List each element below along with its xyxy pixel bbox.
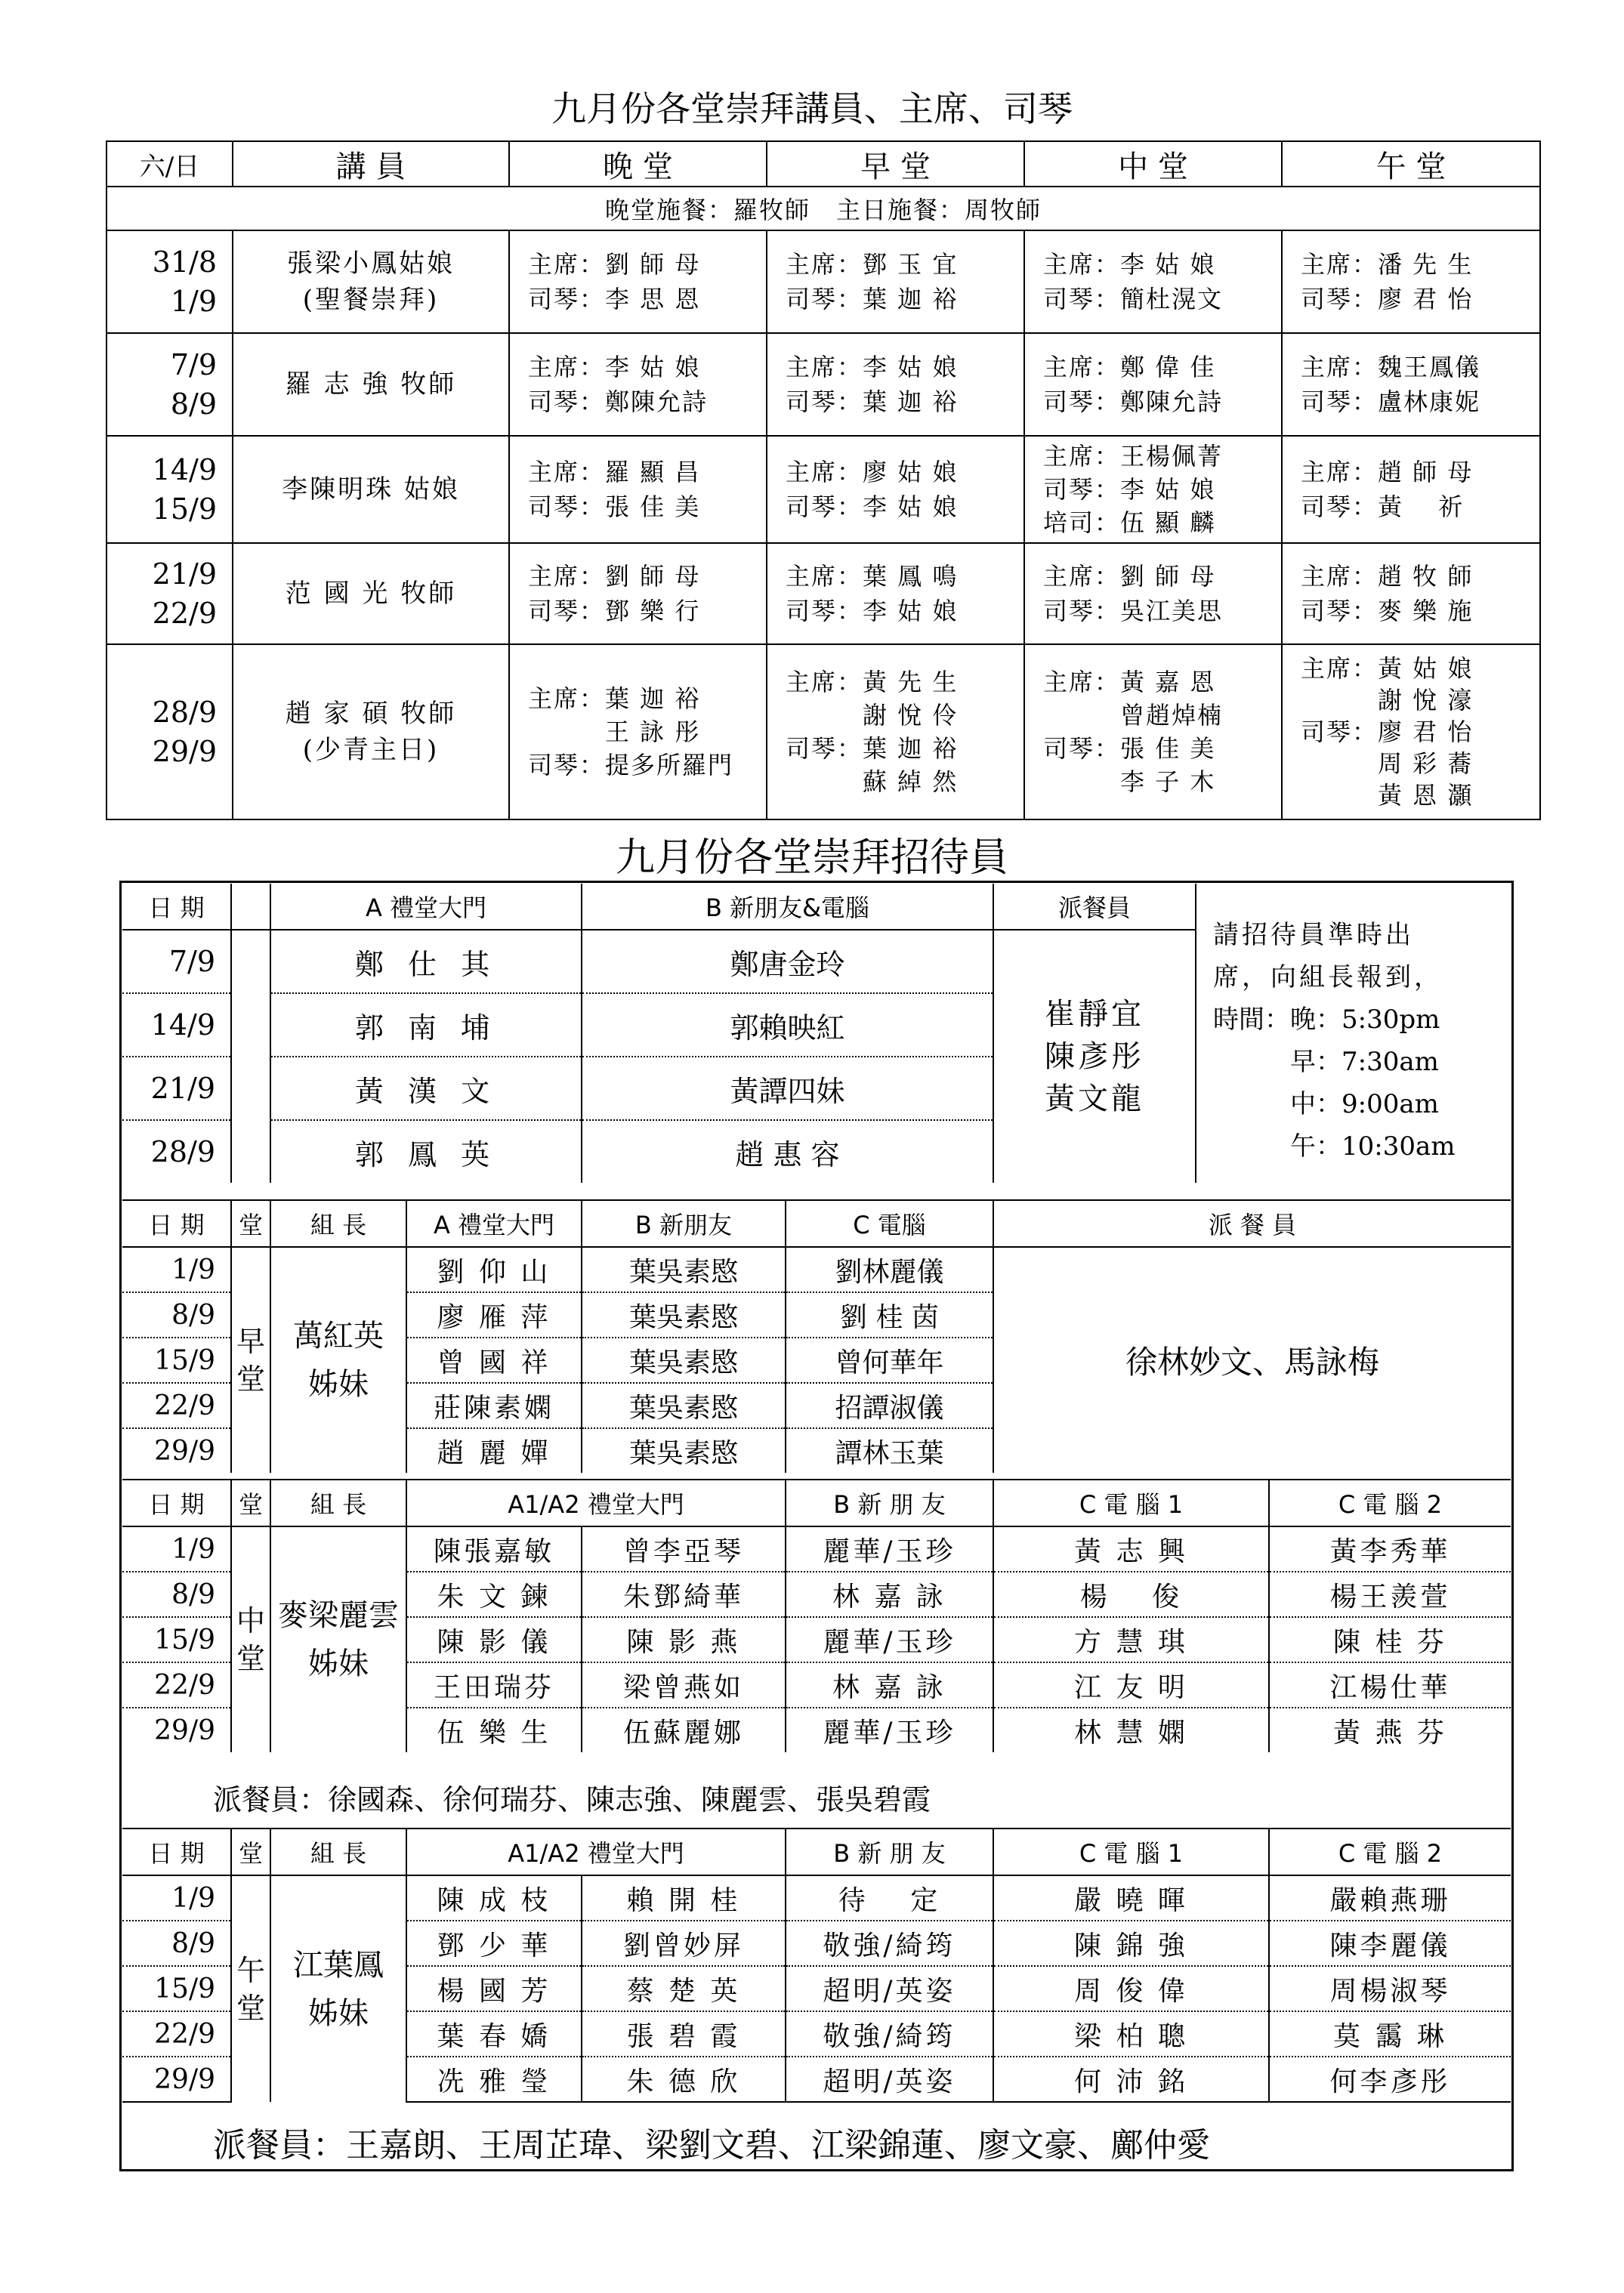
usher-date: 8/9 [122, 1292, 231, 1338]
hall-label: 中堂 [231, 1526, 270, 1752]
newcomer-usher: 林 嘉 詠 [786, 1572, 993, 1617]
usher-date: 29/9 [122, 1428, 231, 1473]
mid-assignment: 主席：劉 師 母 司琴：吳江美思 [1024, 543, 1282, 644]
service-date: 14/9 15/9 [107, 436, 233, 543]
table-row [122, 1247, 1511, 1292]
group-leader: 麥梁麗雲 姊妹 [270, 1526, 406, 1752]
meal-server: 崔靜宜 [1045, 997, 1144, 1032]
early-assignment: 主席：葉 鳳 鳴 司琴：李 姑 娘 [767, 543, 1024, 644]
header-computer-2: C 電 腦 2 [1269, 1480, 1511, 1526]
noon-ushers-table [122, 1828, 1511, 2103]
usher-date: 1/9 [122, 1875, 231, 1921]
newcomer-usher: 麗華/玉珍 [786, 1526, 993, 1572]
computer-usher-1: 陳 錦 強 [993, 1921, 1269, 1966]
noon-assignment: 主席：趙 師 母 司琴：黃 祈 [1282, 436, 1540, 543]
early-ushers-header [122, 1200, 1511, 1247]
meal-server: 陳彥彤 [1045, 1039, 1144, 1074]
main-door-usher: 曾 國 祥 [406, 1338, 582, 1383]
main-door-usher-1: 陳張嘉敏 [406, 1526, 582, 1572]
hall-label: 早堂 [231, 1247, 270, 1473]
table-row [107, 230, 1540, 333]
main-door-usher-2: 蔡 楚 英 [582, 1966, 786, 2011]
service-date: 7/9 8/9 [107, 333, 233, 436]
speaker-name: 范 國 光 牧師 [233, 543, 509, 644]
notice-line: 席，向組長報到， [1213, 962, 1443, 992]
main-door-usher-1: 鄧 少 華 [406, 1921, 582, 1966]
newcomer-usher: 超明/英姿 [786, 1966, 993, 2011]
notice-line: 午：10:30am [1213, 1131, 1456, 1162]
main-door-usher-1: 葉 春 嬌 [406, 2011, 582, 2057]
noon-meal-servers: 派餐員：王嘉朗、王周芷瑋、梁劉文碧、江梁錦蓮、廖文豪、鄺仲愛 [213, 2126, 1210, 2165]
computer-usher: 曾何華年 [786, 1338, 993, 1383]
usher-date: 21/9 [122, 1057, 231, 1120]
main-door-usher: 鄭 仕 其 [270, 930, 582, 993]
header-leader: 組 長 [270, 1480, 406, 1526]
early-ushers-table [122, 1199, 1511, 1473]
main-door-usher-2: 張 碧 霞 [582, 2011, 786, 2057]
header-newcomer: B 新 朋 友 [786, 1829, 993, 1875]
main-door-usher-2: 陳 影 燕 [582, 1617, 786, 1662]
communion-note: 晚堂施餐：羅牧師 主日施餐：周牧師 [107, 187, 1540, 230]
early-assignment: 主席：廖 姑 娘 司琴：李 姑 娘 [767, 436, 1024, 543]
header-computer: C 電腦 [786, 1200, 993, 1247]
main-door-usher-2: 朱 德 欣 [582, 2057, 786, 2102]
main-door-usher-2: 曾李亞琴 [582, 1526, 786, 1572]
noon-assignment: 主席：趙 牧 師 司琴：麥 樂 施 [1282, 543, 1540, 644]
computer-usher-2: 江楊仕華 [1269, 1662, 1511, 1708]
newcomer-usher: 麗華/玉珍 [786, 1617, 993, 1662]
main-door-usher-1: 陳 影 儀 [406, 1617, 582, 1662]
newcomer-usher: 麗華/玉珍 [786, 1708, 993, 1752]
computer-usher-2: 嚴賴燕珊 [1269, 1875, 1511, 1921]
usher-date: 1/9 [122, 1247, 231, 1292]
main-door-usher-1: 伍 樂 生 [406, 1708, 582, 1752]
group-leader: 江葉鳳 姊妹 [270, 1875, 406, 2102]
usher-date: 22/9 [122, 1662, 231, 1708]
computer-usher-1: 梁 柏 聰 [993, 2011, 1269, 2057]
mid-ushers-table [122, 1479, 1511, 1752]
notice-line: 請招待員準時出 [1213, 920, 1414, 950]
newcomer-usher: 趙 惠 容 [582, 1120, 993, 1183]
computer-usher-1: 林 慧 嫻 [993, 1708, 1269, 1752]
computer-usher-1: 嚴 曉 暉 [993, 1875, 1269, 1921]
evening-ushers-table [122, 884, 1511, 1183]
group-leader: 萬紅英 姊妹 [270, 1247, 406, 1473]
noon-assignment: 主席：黃 姑 娘 謝 悅 濠 司琴：廖 君 怡 周 彩 蕎 黃 恩 灝 [1282, 644, 1540, 819]
usher-date: 15/9 [122, 1966, 231, 2011]
speaker-name: 李陳明珠 姑娘 [233, 436, 509, 543]
mid-assignment: 主席：黃 嘉 恩 曾趙焯楠 司琴：張 佳 美 李 子 木 [1024, 644, 1282, 819]
evening-assignment: 主席：李 姑 娘 司琴：鄭陳允詩 [509, 333, 767, 436]
mid-assignment: 主席：王楊佩菁 司琴：李 姑 娘 培司：伍 顯 麟 [1024, 436, 1282, 543]
speaker-name: 羅 志 強 牧師 [233, 333, 509, 436]
header-leader: 組 長 [270, 1200, 406, 1247]
computer-usher: 劉林麗儀 [786, 1247, 993, 1292]
main-door-usher-2: 梁曾燕如 [582, 1662, 786, 1708]
roster-title: 九月份各堂崇拜講員、主席、司琴 [551, 88, 1073, 129]
computer-usher: 招譚淑儀 [786, 1383, 993, 1428]
noon-assignment: 主席：潘 先 生 司琴：廖 君 怡 [1282, 230, 1540, 333]
header-hall: 堂 [231, 1200, 270, 1247]
roster-header-mid: 中 堂 [1024, 141, 1282, 187]
header-newcomer-computer: B 新朋友&電腦 [582, 884, 993, 930]
main-door-usher: 黃 漢 文 [270, 1057, 582, 1120]
main-door-usher-2: 賴 開 桂 [582, 1875, 786, 1921]
roster-header-row [107, 141, 1540, 187]
evening-assignment: 主席：羅 顯 昌 司琴：張 佳 美 [509, 436, 767, 543]
roster-header-evening: 晚 堂 [509, 141, 767, 187]
ushers-title: 九月份各堂崇拜招待員 [615, 835, 1008, 881]
header-main-door: A1/A2 禮堂大門 [406, 1480, 786, 1526]
noon-assignment: 主席：魏王鳳儀 司琴：盧林康妮 [1282, 333, 1540, 436]
usher-date: 22/9 [122, 1383, 231, 1428]
service-date: 28/9 29/9 [107, 644, 233, 819]
main-door-usher-1: 朱 文 鍊 [406, 1572, 582, 1617]
usher-date: 14/9 [122, 993, 231, 1057]
header-meal-servers: 派餐員 [993, 884, 1196, 930]
header-date: 日 期 [122, 1200, 231, 1247]
main-door-usher-2: 朱鄧綺華 [582, 1572, 786, 1617]
evening-assignment: 主席：葉 迦 裕 王 詠 彤 司琴：提多所羅門 [509, 644, 767, 819]
table-row [107, 333, 1540, 436]
computer-usher-1: 楊 俊 [993, 1572, 1269, 1617]
early-assignment: 主席：黃 先 生 謝 悅 伶 司琴：葉 迦 裕 蘇 綽 然 [767, 644, 1024, 819]
newcomer-usher: 葉吳素愍 [582, 1428, 786, 1473]
newcomer-usher: 黃譚四妹 [582, 1057, 993, 1120]
mid-meal-servers: 派餐員：徐國森、徐何瑞芬、陳志強、陳麗雲、張吳碧霞 [213, 1783, 931, 1816]
newcomer-usher: 郭賴映紅 [582, 993, 993, 1057]
newcomer-usher: 林 嘉 詠 [786, 1662, 993, 1708]
header-computer-1: C 電 腦 1 [993, 1480, 1269, 1526]
computer-usher-1: 江 友 明 [993, 1662, 1269, 1708]
main-door-usher-1: 楊 國 芳 [406, 1966, 582, 2011]
computer-usher-2: 周楊淑琴 [1269, 1966, 1511, 2011]
newcomer-usher: 葉吳素愍 [582, 1247, 786, 1292]
header-date: 日 期 [122, 1480, 231, 1526]
computer-usher: 劉 桂 茵 [786, 1292, 993, 1338]
newcomer-usher: 鄭唐金玲 [582, 930, 993, 993]
mid-assignment: 主席：鄭 偉 佳 司琴：鄭陳允詩 [1024, 333, 1282, 436]
main-door-usher: 趙 麗 嬋 [406, 1428, 582, 1473]
evening-ushers-header [122, 884, 1511, 930]
newcomer-usher: 待 定 [786, 1875, 993, 1921]
computer-usher: 譚林玉葉 [786, 1428, 993, 1473]
table-row [122, 1875, 1511, 1921]
header-date: 日 期 [122, 884, 231, 930]
usher-date: 29/9 [122, 2057, 231, 2102]
header-hall: 堂 [231, 1480, 270, 1526]
notice-line: 時間：晚：5:30pm [1213, 1005, 1440, 1035]
roster-header-noon: 午 堂 [1282, 141, 1540, 187]
main-door-usher: 郭 南 埔 [270, 993, 582, 1057]
roster-header-speaker: 講 員 [233, 141, 509, 187]
notice-line: 早：7:30am [1213, 1047, 1439, 1077]
speaker-name: 趙 家 碩 牧師 (少青主日) [233, 644, 509, 819]
header-computer-1: C 電 腦 1 [993, 1829, 1269, 1875]
header-leader: 組 長 [270, 1829, 406, 1875]
usher-date: 28/9 [122, 1120, 231, 1183]
mid-assignment: 主席：李 姑 娘 司琴：簡杜滉文 [1024, 230, 1282, 333]
usher-date: 22/9 [122, 2011, 231, 2057]
speaker-name: 張梁小鳳姑娘 (聖餐崇拜) [233, 230, 509, 333]
usher-date: 7/9 [122, 930, 231, 993]
computer-usher-2: 楊王羨萱 [1269, 1572, 1511, 1617]
service-date: 21/9 22/9 [107, 543, 233, 644]
main-door-usher: 劉 仰 山 [406, 1247, 582, 1292]
early-assignment: 主席：李 姑 娘 司琴：葉 迦 裕 [767, 333, 1024, 436]
newcomer-usher: 敬強/綺筠 [786, 1921, 993, 1966]
main-door-usher: 廖 雁 萍 [406, 1292, 582, 1338]
header-main-door: A 禮堂大門 [270, 884, 582, 930]
table-row [107, 436, 1540, 543]
header-computer-2: C 電 腦 2 [1269, 1829, 1511, 1875]
usher-date: 29/9 [122, 1708, 231, 1752]
reporting-notice [1196, 884, 1511, 1183]
computer-usher-2: 黃李秀華 [1269, 1526, 1511, 1572]
main-door-usher-2: 伍蘇麗娜 [582, 1708, 786, 1752]
computer-usher-2: 何李彥彤 [1269, 2057, 1511, 2102]
main-door-usher-1: 陳 成 枝 [406, 1875, 582, 1921]
computer-usher-2: 陳 桂 芬 [1269, 1617, 1511, 1662]
usher-date: 15/9 [122, 1338, 231, 1383]
usher-date: 8/9 [122, 1921, 231, 1966]
newcomer-usher: 葉吳素愍 [582, 1338, 786, 1383]
hall-label: 午堂 [231, 1875, 270, 2102]
roster-header-date: 六/日 [107, 141, 233, 187]
usher-date: 1/9 [122, 1526, 231, 1572]
header-newcomer: B 新朋友 [582, 1200, 786, 1247]
main-door-usher-1: 冼 雅 瑩 [406, 2057, 582, 2102]
header-newcomer: B 新 朋 友 [786, 1480, 993, 1526]
newcomer-usher: 超明/英姿 [786, 2057, 993, 2102]
table-row [107, 644, 1540, 819]
header-main-door: A 禮堂大門 [406, 1200, 582, 1247]
noon-ushers-header [122, 1829, 1511, 1875]
computer-usher-2: 莫 靄 琳 [1269, 2011, 1511, 2057]
service-date: 31/8 1/9 [107, 230, 233, 333]
main-door-usher-1: 王田瑞芬 [406, 1662, 582, 1708]
computer-usher-1: 周 俊 偉 [993, 1966, 1269, 2011]
table-row [107, 543, 1540, 644]
roster-header-early: 早 堂 [767, 141, 1024, 187]
header-meal-servers: 派 餐 員 [993, 1200, 1511, 1247]
evening-assignment: 主席：劉 師 母 司琴：李 思 恩 [509, 230, 767, 333]
main-door-usher: 莊陳素嫻 [406, 1383, 582, 1428]
mid-ushers-header [122, 1480, 1511, 1526]
newcomer-usher: 葉吳素愍 [582, 1383, 786, 1428]
evening-meal-servers [993, 930, 1196, 1183]
evening-assignment: 主席：劉 師 母 司琴：鄧 樂 行 [509, 543, 767, 644]
main-door-usher: 郭 鳳 英 [270, 1120, 582, 1183]
usher-date: 15/9 [122, 1617, 231, 1662]
notice-line: 中：9:00am [1213, 1089, 1439, 1119]
main-door-usher-2: 劉曾妙屏 [582, 1921, 786, 1966]
early-assignment: 主席：鄧 玉 宜 司琴：葉 迦 裕 [767, 230, 1024, 333]
computer-usher-1: 何 沛 銘 [993, 2057, 1269, 2102]
early-meal-servers: 徐林妙文、馬詠梅 [1125, 1344, 1379, 1381]
header-date: 日 期 [122, 1829, 231, 1875]
computer-usher-1: 方 慧 琪 [993, 1617, 1269, 1662]
speaker-roster-table [106, 140, 1541, 820]
header-main-door: A1/A2 禮堂大門 [406, 1829, 786, 1875]
computer-usher-2: 黃 燕 芬 [1333, 1717, 1447, 1748]
table-row [122, 1526, 1511, 1572]
meal-server: 黃文龍 [1045, 1082, 1144, 1116]
usher-date: 8/9 [122, 1572, 231, 1617]
header-hall: 堂 [231, 1829, 270, 1875]
computer-usher-1: 黃 志 興 [993, 1526, 1269, 1572]
newcomer-usher: 葉吳素愍 [582, 1292, 786, 1338]
computer-usher-2: 陳李麗儀 [1269, 1921, 1511, 1966]
newcomer-usher: 敬強/綺筠 [786, 2011, 993, 2057]
